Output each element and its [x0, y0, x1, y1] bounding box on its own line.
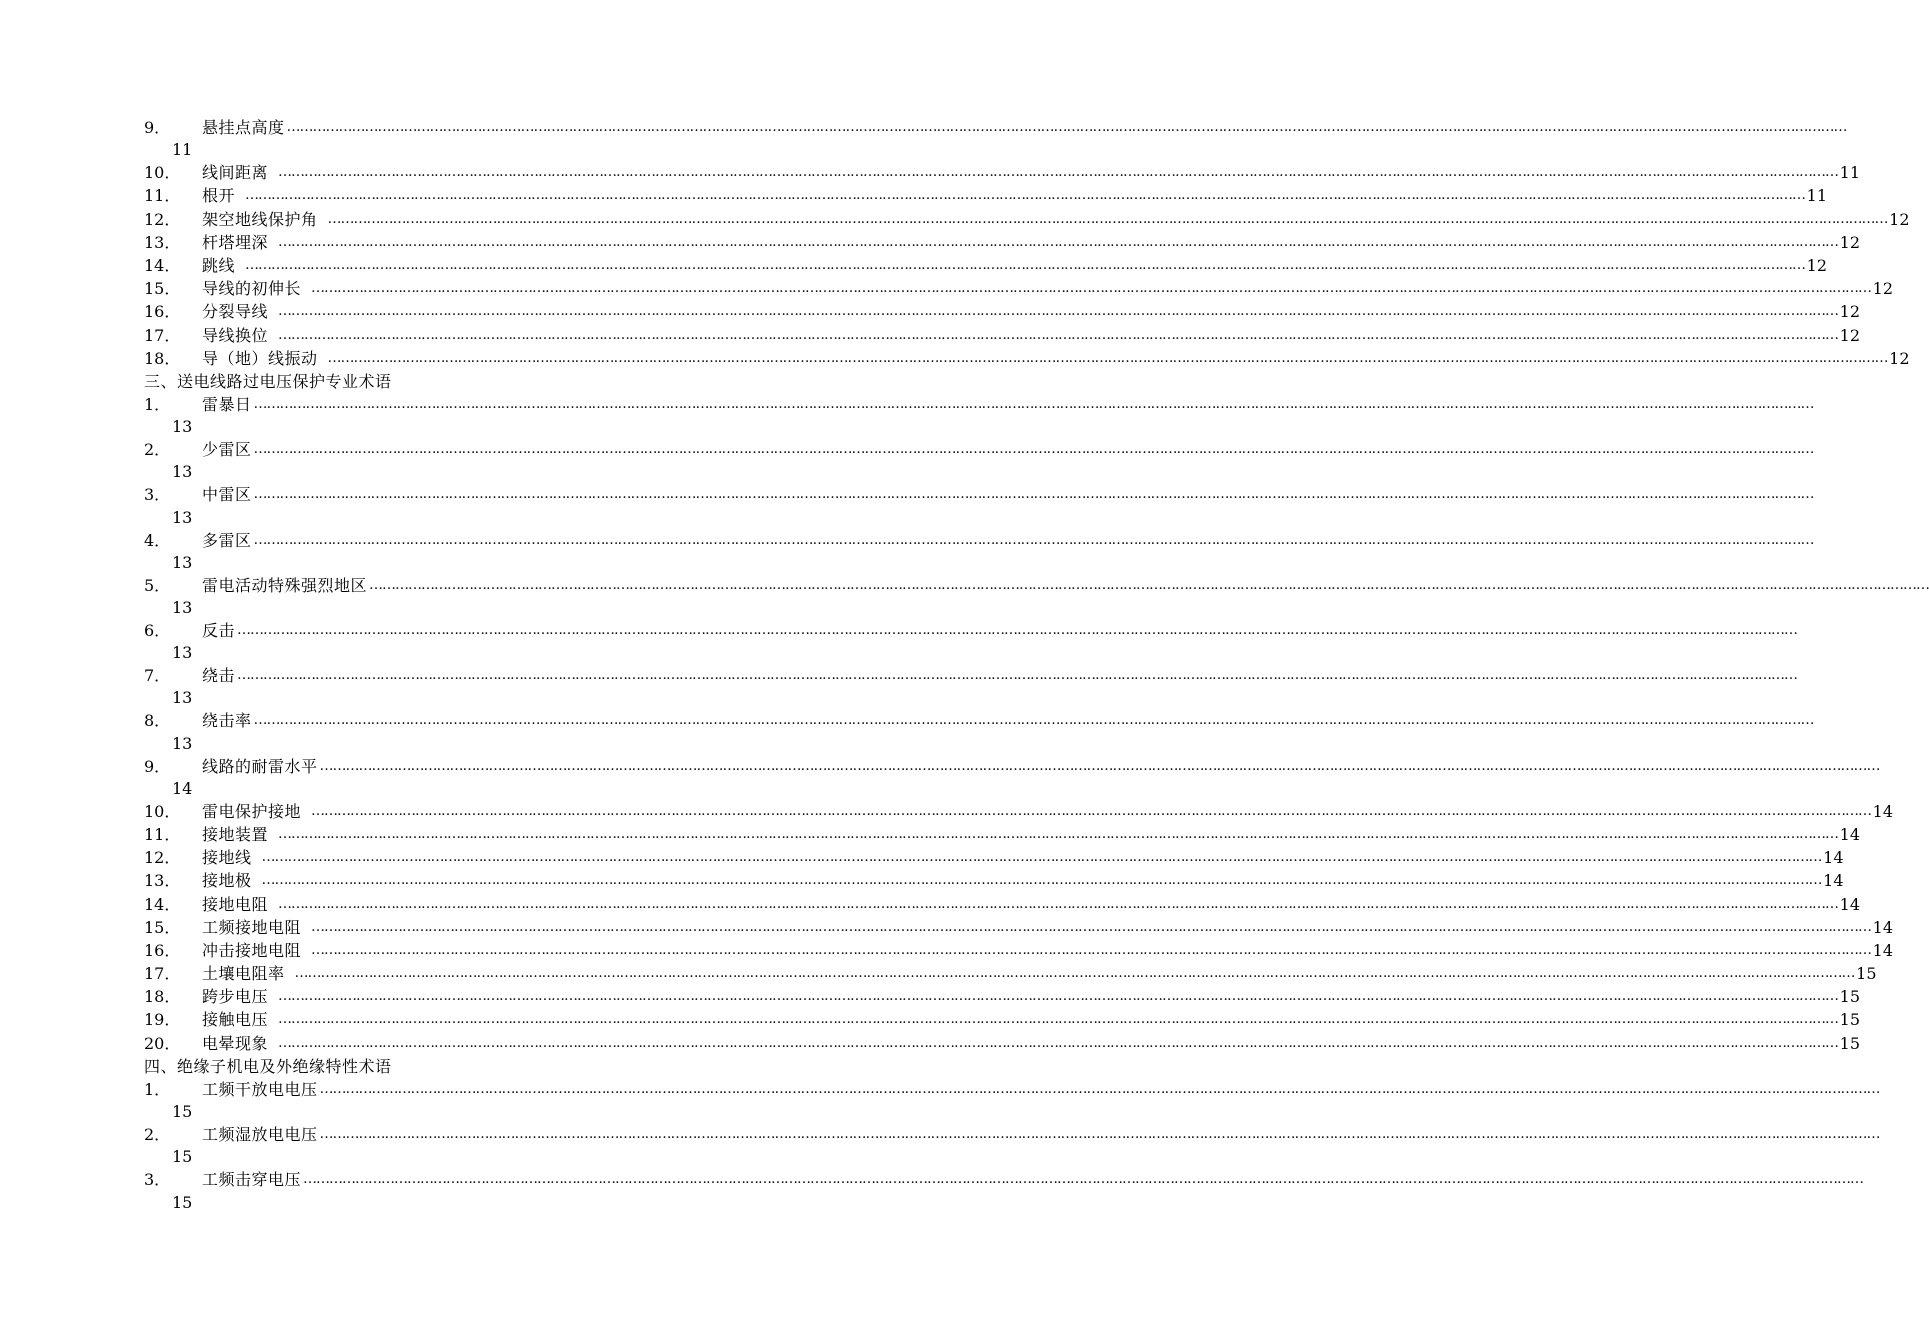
toc-entry-page: 12: [1806, 255, 1828, 275]
dot-leader: ………………………………………………………………………………………………………………………………………………………………………………………………………………………………………………………………………………………………………………………………: [369, 576, 1929, 593]
toc-entry-page: 15: [1856, 964, 1877, 984]
toc-entry-page: 14: [1823, 871, 1844, 891]
toc-entry-page: 14: [1872, 801, 1894, 821]
toc-entry-page: 13: [172, 598, 193, 617]
toc-entry[interactable]: [144, 846, 1844, 869]
dot-leader: ………………………………………………………………………………………………………………………………………………………………………………………………………………………………………………………………………………………………………………………………: [278, 825, 1839, 842]
toc-entry-page: 12: [1889, 348, 1910, 368]
toc-entry-number: 10．: [144, 801, 181, 821]
toc-entry-label: 接地电阻: [202, 894, 269, 914]
toc-entry-number: 15．: [144, 917, 181, 937]
toc-entry[interactable]: [144, 529, 1814, 552]
toc-entry-label: 接地线: [202, 848, 252, 868]
dot-leader: ………………………………………………………………………………………………………………………………………………………………………………………………………………………………………………………………………………………………………………………………: [278, 1011, 1839, 1028]
dot-leader: ………………………………………………………………………………………………………………………………………………………………………………………………………………………………………………………………………………………………………………………………: [278, 1034, 1839, 1051]
toc-entry[interactable]: [144, 1008, 1861, 1031]
dot-leader: ………………………………………………………………………………………………………………………………………………………………………………………………………………………………………………………………………………………………………………………………: [253, 486, 1814, 503]
toc-entry-number: 14．: [144, 255, 181, 275]
dot-leader: ………………………………………………………………………………………………………………………………………………………………………………………………………………………………………………………………………………………………………………………………: [311, 918, 1872, 935]
toc-entry-page: 14: [1839, 894, 1861, 914]
toc-entry-number: 1．: [144, 395, 171, 415]
table-of-contents: [144, 116, 1929, 1214]
toc-entry-page: 15: [1839, 987, 1861, 1007]
toc-entry-page: 14: [172, 778, 193, 798]
toc-entry-label: 跳线: [202, 255, 236, 275]
dot-leader: ………………………………………………………………………………………………………………………………………………………………………………………………………………………………………………………………………………………………………………………………: [319, 1081, 1880, 1097]
toc-entry-label: 工频湿放电电压: [202, 1125, 318, 1145]
toc-entry-number: 13．: [144, 871, 181, 891]
dot-leader: ………………………………………………………………………………………………………………………………………………………………………………………………………………………………………………………………………………………………………………………………: [294, 965, 1855, 982]
toc-entry-label: 工频干放电电压: [202, 1080, 318, 1099]
toc-entry[interactable]: [144, 893, 1861, 916]
toc-entry-label: 反击: [202, 621, 236, 640]
toc-entry-label: 雷电保护接地: [202, 801, 302, 821]
toc-entry-label: 绕击: [202, 666, 236, 686]
toc-entry-label: 雷暴日: [202, 395, 252, 415]
toc-entry-page: 15: [172, 1147, 193, 1167]
toc-entry-number: 8．: [144, 711, 171, 731]
toc-entry-page: 13: [172, 462, 193, 482]
toc-entry[interactable]: [144, 161, 1861, 184]
toc-entry-number: 14．: [144, 894, 181, 914]
toc-entry-page: 14: [1823, 848, 1844, 868]
toc-entry-number: 7．: [144, 666, 171, 686]
toc-entry-page: 15: [1839, 1033, 1861, 1053]
toc-entry-label: 导（地）线振动: [202, 348, 318, 368]
toc-entry-label: 悬挂点高度: [202, 118, 285, 137]
toc-entry-page: 12: [1872, 279, 1894, 299]
toc-entry-page: 12: [1839, 302, 1861, 322]
toc-entry-label: 接地极: [202, 871, 252, 891]
dot-leader: ………………………………………………………………………………………………………………………………………………………………………………………………………………………………………………………………………………………………………………………………: [311, 280, 1872, 297]
toc-entry-page: 14: [1872, 940, 1894, 960]
dot-leader: ………………………………………………………………………………………………………………………………………………………………………………………………………………………………………………………………………………………………………………………………: [245, 187, 1806, 204]
dot-leader: ………………………………………………………………………………………………………………………………………………………………………………………………………………………………………………………………………………………………………………………………: [327, 210, 1888, 227]
toc-entry-number: 18．: [144, 987, 181, 1007]
toc-entry[interactable]: [144, 869, 1844, 892]
toc-entry[interactable]: [144, 254, 1828, 277]
toc-entry-page: 15: [172, 1102, 193, 1122]
toc-entry-label: 工频击穿电压: [202, 1170, 302, 1190]
toc-entry-page: 13: [172, 507, 193, 527]
toc-entry-number: 12．: [144, 848, 181, 868]
dot-leader: ………………………………………………………………………………………………………………………………………………………………………………………………………………………………………………………………………………………………………………………………: [278, 233, 1839, 250]
toc-entry-number: 4．: [144, 530, 171, 550]
toc-entry-number: 2．: [144, 440, 171, 460]
toc-entry-number: 13．: [144, 232, 181, 252]
dot-leader: ………………………………………………………………………………………………………………………………………………………………………………………………………………………………………………………………………………………………………………………………: [245, 256, 1806, 273]
toc-entry-page: 14: [1872, 917, 1894, 937]
toc-entry[interactable]: [144, 347, 1910, 370]
toc-entry-label: 接地装置: [202, 824, 269, 844]
toc-entry[interactable]: [144, 324, 1861, 347]
toc-entry[interactable]: [144, 939, 1894, 962]
toc-entry[interactable]: [144, 916, 1894, 939]
toc-section-heading: 三、送电线路过电压保护专业术语: [144, 371, 392, 391]
dot-leader: ………………………………………………………………………………………………………………………………………………………………………………………………………………………………………………………………………………………………………………………………: [253, 531, 1814, 548]
toc-entry[interactable]: [144, 574, 1929, 597]
toc-entry-number: 20．: [144, 1033, 181, 1053]
dot-leader: ………………………………………………………………………………………………………………………………………………………………………………………………………………………………………………………………………………………………………………………………: [278, 326, 1839, 343]
toc-entry[interactable]: [144, 300, 1861, 323]
toc-entry[interactable]: [144, 709, 1814, 732]
toc-entry-label: 架空地线保护角: [202, 209, 318, 229]
toc-entry[interactable]: [144, 1078, 1880, 1101]
toc-entry-number: 9．: [144, 756, 171, 776]
toc-entry[interactable]: [144, 438, 1814, 461]
toc-entry-number: 3．: [144, 485, 171, 505]
toc-entry-number: 16．: [144, 302, 181, 322]
toc-entry-label: 多雷区: [202, 530, 252, 550]
toc-entry-number: 1．: [144, 1080, 171, 1099]
toc-entry[interactable]: [144, 184, 1828, 207]
toc-entry-page: 12: [1839, 232, 1861, 252]
toc-entry-page: 11: [172, 140, 193, 160]
toc-entry-page: 13: [172, 552, 193, 572]
toc-entry-label: 导线的初伸长: [202, 279, 302, 299]
toc-entry-page: 12: [1839, 325, 1861, 345]
toc-entry[interactable]: [144, 985, 1861, 1008]
toc-entry-number: 9．: [144, 118, 171, 137]
toc-entry[interactable]: [144, 277, 1894, 300]
toc-entry[interactable]: [144, 619, 1798, 642]
toc-entry-page: 15: [172, 1192, 193, 1212]
toc-entry-number: 10．: [144, 163, 181, 183]
dot-leader: ………………………………………………………………………………………………………………………………………………………………………………………………………………………………………………………………………………………………………………………………: [278, 988, 1839, 1005]
toc-entry-label: 雷电活动特殊强烈地区: [202, 575, 368, 595]
toc-entry-label: 土壤电阻率: [202, 964, 285, 984]
dot-leader: ………………………………………………………………………………………………………………………………………………………………………………………………………………………………………………………………………………………………………………………………: [319, 1126, 1880, 1143]
toc-entry-label: 线间距离: [202, 163, 269, 183]
toc-entry-label: 冲击接地电阻: [202, 940, 302, 960]
dot-leader: ………………………………………………………………………………………………………………………………………………………………………………………………………………………………………………………………………………………………………………………………: [261, 849, 1822, 866]
toc-entry[interactable]: [144, 393, 1814, 416]
toc-entry-number: 17．: [144, 325, 181, 345]
toc-entry[interactable]: [144, 116, 1847, 139]
toc-entry-page: 14: [1839, 824, 1861, 844]
dot-leader: ………………………………………………………………………………………………………………………………………………………………………………………………………………………………………………………………………………………………………………………………: [253, 441, 1814, 458]
toc-entry-number: 11．: [144, 824, 181, 844]
toc-entry[interactable]: [144, 755, 1880, 778]
toc-entry-number: 12．: [144, 209, 181, 229]
toc-entry-label: 导线换位: [202, 325, 269, 345]
dot-leader: ………………………………………………………………………………………………………………………………………………………………………………………………………………………………………………………………………………………………………………………………: [303, 1171, 1864, 1188]
toc-entry-page: 13: [172, 643, 193, 663]
toc-entry[interactable]: [144, 483, 1814, 506]
dot-leader: ………………………………………………………………………………………………………………………………………………………………………………………………………………………………………………………………………………………………………………………………: [278, 303, 1839, 320]
toc-entry-page: 12: [1889, 209, 1910, 229]
toc-entry[interactable]: [144, 800, 1894, 823]
toc-entry-number: 6．: [144, 621, 171, 640]
toc-entry[interactable]: [144, 231, 1861, 254]
toc-entry[interactable]: [144, 962, 1877, 985]
dot-leader: ………………………………………………………………………………………………………………………………………………………………………………………………………………………………………………………………………………………………………………………………: [253, 712, 1814, 729]
toc-entry-label: 电晕现象: [202, 1033, 269, 1053]
toc-entry-number: 2．: [144, 1125, 171, 1145]
dot-leader: ………………………………………………………………………………………………………………………………………………………………………………………………………………………………………………………………………………………………………………………………: [319, 757, 1880, 774]
toc-entry-page: 13: [172, 688, 193, 708]
toc-entry[interactable]: [144, 1032, 1861, 1055]
toc-entry-label: 根开: [202, 186, 236, 206]
dot-leader: ………………………………………………………………………………………………………………………………………………………………………………………………………………………………………………………………………………………………………………………………: [286, 119, 1847, 135]
toc-entry[interactable]: [144, 823, 1861, 846]
toc-entry-number: 3．: [144, 1170, 171, 1190]
toc-entry-label: 跨步电压: [202, 987, 269, 1007]
toc-entry-label: 线路的耐雷水平: [202, 756, 318, 776]
dot-leader: ………………………………………………………………………………………………………………………………………………………………………………………………………………………………………………………………………………………………………………………………: [327, 349, 1888, 366]
toc-entry-number: 17．: [144, 964, 181, 984]
toc-entry-label: 杆塔埋深: [202, 232, 269, 252]
toc-entry-label: 绕击率: [202, 711, 252, 731]
toc-entry-number: 5．: [144, 575, 171, 595]
toc-entry[interactable]: [144, 664, 1798, 687]
toc-entry-number: 11．: [144, 186, 181, 206]
toc-entry[interactable]: [144, 1123, 1880, 1146]
toc-entry-label: 分裂导线: [202, 302, 269, 322]
toc-entry-number: 16．: [144, 940, 181, 960]
dot-leader: ………………………………………………………………………………………………………………………………………………………………………………………………………………………………………………………………………………………………………………………………: [278, 164, 1839, 181]
toc-section-heading: 四、绝缘子机电及外绝缘特性术语: [144, 1056, 392, 1076]
toc-entry-number: 19．: [144, 1010, 181, 1030]
dot-leader: ………………………………………………………………………………………………………………………………………………………………………………………………………………………………………………………………………………………………………………………………: [253, 396, 1814, 413]
toc-entry-number: 18．: [144, 348, 181, 368]
dot-leader: ………………………………………………………………………………………………………………………………………………………………………………………………………………………………………………………………………………………………………………………………: [278, 895, 1839, 912]
toc-entry-label: 工频接地电阻: [202, 917, 302, 937]
toc-entry-label: 少雷区: [202, 440, 252, 460]
toc-entry[interactable]: [144, 1168, 1864, 1191]
toc-entry-page: 13: [172, 417, 193, 437]
dot-leader: ………………………………………………………………………………………………………………………………………………………………………………………………………………………………………………………………………………………………………………………………: [261, 872, 1822, 889]
toc-entry-page: 11: [1806, 186, 1828, 206]
dot-leader: ………………………………………………………………………………………………………………………………………………………………………………………………………………………………………………………………………………………………………………………………: [237, 622, 1798, 638]
toc-entry[interactable]: [144, 208, 1910, 231]
dot-leader: ………………………………………………………………………………………………………………………………………………………………………………………………………………………………………………………………………………………………………………………………: [237, 667, 1798, 684]
dot-leader: ………………………………………………………………………………………………………………………………………………………………………………………………………………………………………………………………………………………………………………………………: [311, 941, 1872, 958]
toc-entry-page: 11: [1839, 163, 1861, 183]
toc-entry-page: 15: [1839, 1010, 1861, 1030]
dot-leader: ………………………………………………………………………………………………………………………………………………………………………………………………………………………………………………………………………………………………………………………………: [311, 802, 1872, 819]
toc-entry-label: 接触电压: [202, 1010, 269, 1030]
toc-entry-number: 15．: [144, 279, 181, 299]
toc-entry-page: 13: [172, 733, 193, 753]
toc-entry-label: 中雷区: [202, 485, 252, 505]
